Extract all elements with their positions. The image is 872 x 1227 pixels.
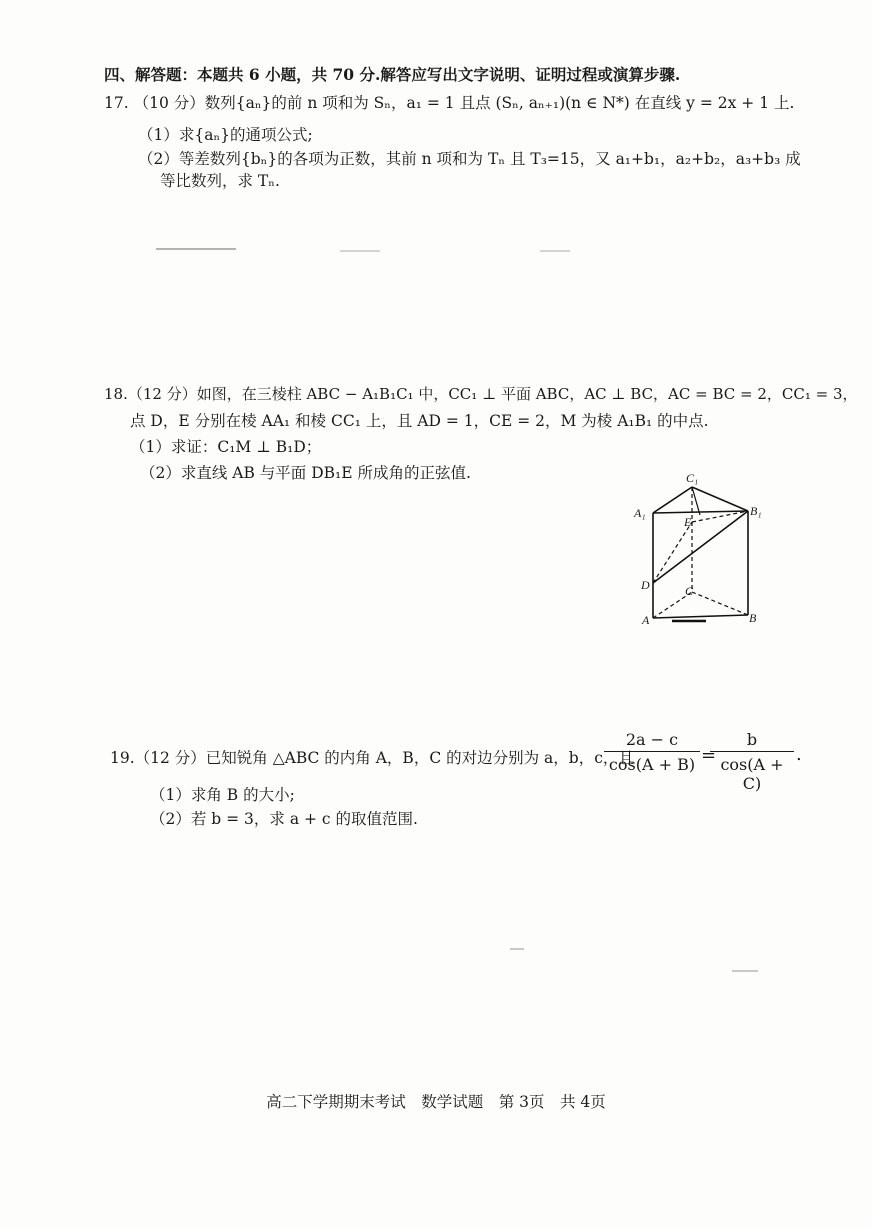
edge-a1-b1 [653, 511, 748, 513]
prism-figure [630, 470, 770, 630]
q19-part1: （1）求角 B 的大小; [150, 786, 295, 804]
q17-stem: 17. （10 分）数列{aₙ}的前 n 项和为 Sₙ，a₁ = 1 且点 (Sₙ, aₙ₊₁)(n ∈ N*) 在直线 y = 2x + 1 上. [104, 94, 795, 112]
segment-d-e [653, 522, 692, 583]
label-a1: A₁ [634, 506, 646, 520]
q19-equals: = [701, 745, 717, 766]
edge-a-b [653, 615, 748, 618]
edge-a1-c1 [653, 487, 692, 513]
label-b: B [749, 611, 757, 625]
label-e: E [684, 515, 692, 529]
segment-d-b1 [653, 511, 748, 583]
q19-fraction-right [710, 730, 794, 793]
edge-c1-b1 [692, 487, 748, 511]
q19-fraction-left [604, 730, 700, 774]
scan-mark [156, 248, 236, 250]
page-footer: 高二下学期期末考试 数学试题 第 3页 共 4页 [266, 1093, 606, 1111]
scan-mark [540, 250, 570, 252]
q18-stem-line2: 点 D，E 分别在棱 AA₁ 和棱 CC₁ 上，且 AD = 1，CE = 2，M 为棱 A₁B₁ 的中点. [130, 412, 709, 430]
q18-part1: （1）求证：C₁M ⊥ B₁D； [130, 438, 322, 456]
q19-frac2-denominator: cos(A + C) [720, 755, 784, 793]
q18-stem-line1: 18.（12 分）如图，在三棱柱 ABC − A₁B₁C₁ 中，CC₁ ⊥ 平面 ABC，AC ⊥ BC，AC = BC = 2，CC₁ = 3， [104, 385, 858, 403]
q19-part2: （2）若 b = 3，求 a + c 的取值范围. [150, 810, 418, 828]
q19-frac1-denominator: cos(A + B) [608, 755, 696, 774]
segment-c1-m [692, 487, 700, 515]
q19-frac1-numerator: 2a − c [604, 730, 700, 752]
q17-part1: （1）求{aₙ}的通项公式; [138, 126, 313, 144]
section-heading: 四、解答题：本题共 6 小题，共 70 分.解答应写出文字说明、证明过程或演算步骤. [104, 65, 681, 84]
q19-stem: 19.（12 分）已知锐角 △ABC 的内角 A，B，C 的对边分别为 a，b，c，且 [110, 749, 634, 767]
q17-part2-line1: （2）等差数列{bₙ}的各项为正数，其前 n 项和为 Tₙ 且 T₃=15，又 a₁+b₁，a₂+b₂，a₃+b₃ 成 [138, 150, 801, 168]
scan-mark [732, 970, 758, 972]
scan-mark [510, 948, 524, 950]
label-a: A [642, 613, 650, 627]
label-d: D [641, 578, 650, 592]
q18-part2: （2）求直线 AB 与平面 DB₁E 所成角的正弦值. [140, 464, 471, 482]
scan-mark [340, 250, 380, 252]
q19-frac2-numerator: b [710, 730, 794, 752]
q17-part2-line2: 等比数列，求 Tₙ. [160, 172, 280, 190]
edge-c-b [692, 592, 748, 615]
label-b1: B₁ [750, 504, 762, 518]
label-c1: C₁ [686, 471, 699, 485]
label-c: C [685, 584, 694, 598]
q19-period: . [796, 744, 802, 765]
